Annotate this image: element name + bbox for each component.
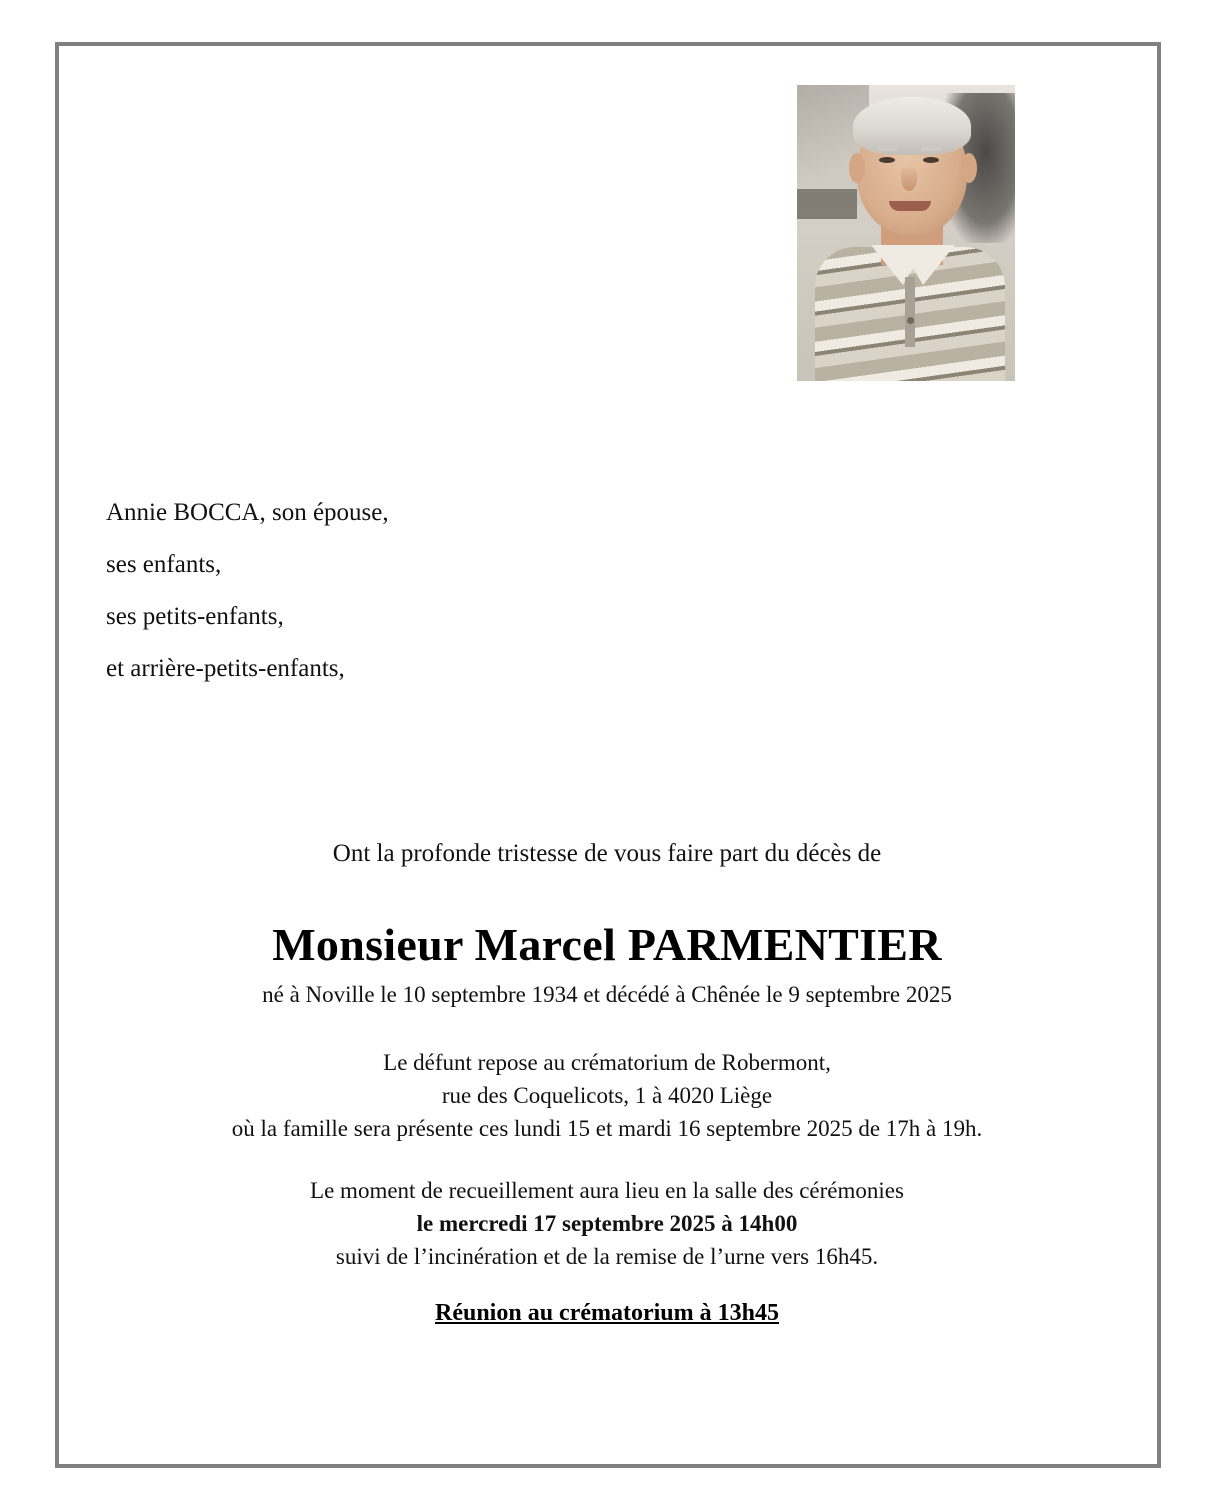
family-line-children: ses enfants, [106,551,222,578]
family-line-spouse: Annie BOCCA, son épouse, [106,499,389,526]
announcement-intro: Ont la profonde tristesse de vous faire part du décès de [332,840,882,867]
repose-line-2: rue des Coquelicots, 1 à 4020 Liège [441,1083,773,1108]
family-line-great-grandchildren: et arrière-petits-enfants, [106,655,345,682]
portrait-photo [797,85,1015,381]
family-block [106,487,726,695]
family-line-grandchildren: ses petits-enfants, [106,603,284,630]
reunion-notice: Réunion au crématorium à 13h45 [435,1300,779,1326]
portrait-placket [905,277,915,347]
ceremony-line-1: Le moment de recueillement aura lieu en la salle des cérémonies [310,1178,904,1203]
portrait-hair [853,97,971,155]
ceremony-line-3: suivi de l’incinération et de la remise de l’urne vers 16h45. [335,1244,879,1269]
portrait-mouth [889,201,931,211]
portrait-eye-right [923,157,939,163]
portrait-button [907,317,914,324]
portrait-background-table [797,189,857,219]
portrait-ear-left [849,153,865,183]
portrait-eyebrow-left [877,147,897,151]
portrait-image [797,85,1015,381]
ceremony-date-time: le mercredi 17 septembre 2025 à 14h00 [416,1211,798,1236]
birth-death-line: né à Noville le 10 septembre 1934 et décédé à Chênée le 9 septembre 2025 [262,982,952,1007]
portrait-nose [901,165,917,191]
repose-block [0,1046,1214,1145]
portrait-ear-right [961,153,977,183]
ceremony-block [0,1174,1214,1273]
repose-line-1: Le défunt repose au crématorium de Robermont, [383,1050,831,1075]
portrait-eyebrow-right [921,147,941,151]
deceased-name: Monsieur Marcel PARMENTIER [272,919,942,970]
repose-line-3: où la famille sera présente ces lundi 15 et mardi 16 septembre 2025 de 17h à 19h. [231,1116,983,1141]
portrait-eye-left [879,157,895,163]
